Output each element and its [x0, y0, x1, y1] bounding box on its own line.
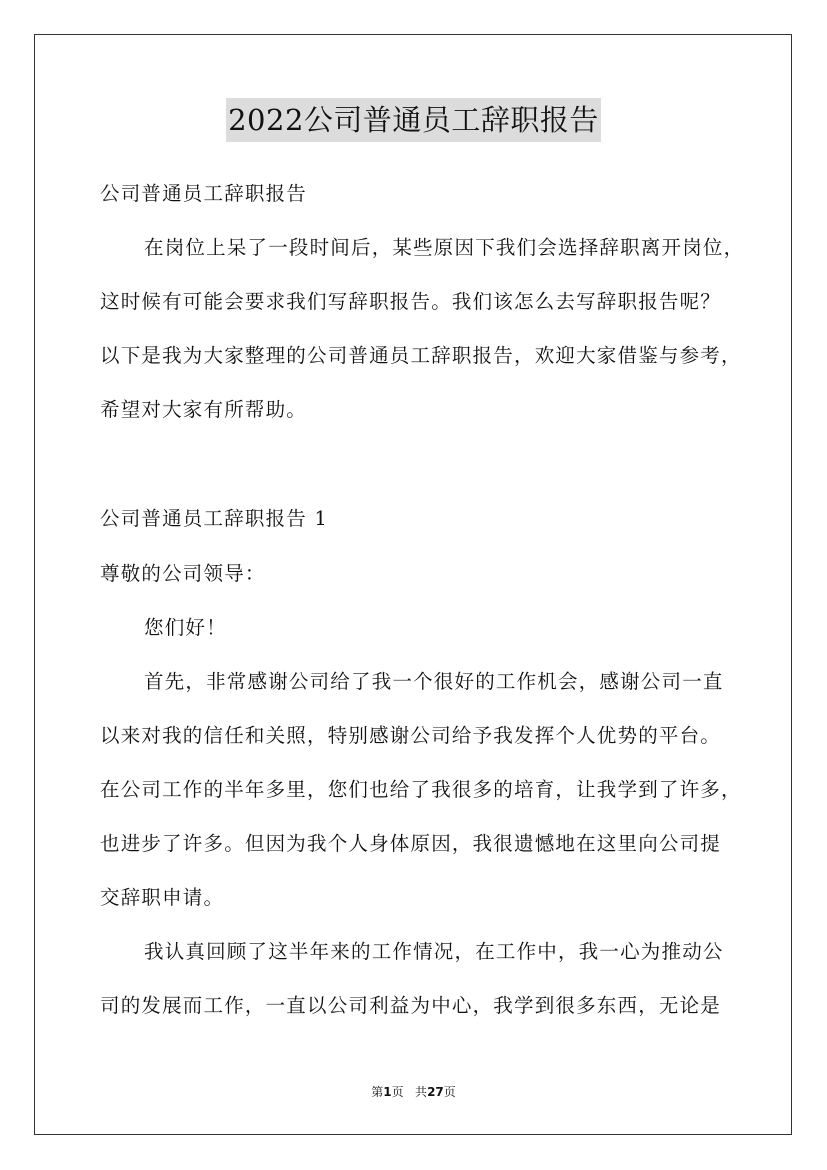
total-suffix: 页 [443, 1085, 456, 1099]
salutation: 尊敬的公司领导： [100, 562, 266, 585]
para1-line-5: 交辞职申请。 [100, 886, 225, 909]
intro-line-2: 这时候有可能会要求我们写辞职报告。我们该怎么去写辞职报告呢？ [100, 290, 722, 313]
page-suffix: 页 [391, 1085, 404, 1099]
intro-line-1: 在岗位上呆了一段时间后，某些原因下我们会选择辞职离开岗位， [144, 236, 745, 259]
greeting: 您们好！ [144, 616, 227, 639]
para1-line-1: 首先，非常感谢公司给了我一个很好的工作机会，感谢公司一直 [144, 670, 724, 693]
para2-line-2: 司的发展而工作，一直以公司利益为中心，我学到很多东西，无论是 [100, 994, 722, 1017]
total-prefix: 共 [415, 1085, 428, 1099]
intro-line-4: 希望对大家有所帮助。 [100, 398, 308, 421]
total-pages: 27 [427, 1085, 444, 1099]
para1-line-2: 以来对我的信任和关照，特别感谢公司给予我发挥个人优势的平台。 [100, 724, 722, 747]
page-prefix: 第 [371, 1085, 384, 1099]
page-footer [0, 1083, 827, 1100]
subtitle: 公司普通员工辞职报告 [100, 182, 308, 205]
intro-line-3: 以下是我为大家整理的公司普通员工辞职报告，欢迎大家借鉴与参考， [100, 344, 742, 367]
page-number: 1 [383, 1085, 392, 1099]
para1-line-4: 也进步了许多。但因为我个人身体原因，我很遗憾地在这里向公司提 [100, 832, 722, 855]
para2-line-1: 我认真回顾了这半年来的工作情况，在工作中，我一心为推动公 [144, 940, 724, 963]
para1-line-3: 在公司工作的半年多里，您们也给了我很多的培育，让我学到了许多， [100, 778, 742, 801]
document-title: 2022公司普通员工辞职报告 [226, 98, 601, 142]
section-title: 公司普通员工辞职报告 1 [100, 507, 329, 530]
title-container [0, 98, 827, 142]
